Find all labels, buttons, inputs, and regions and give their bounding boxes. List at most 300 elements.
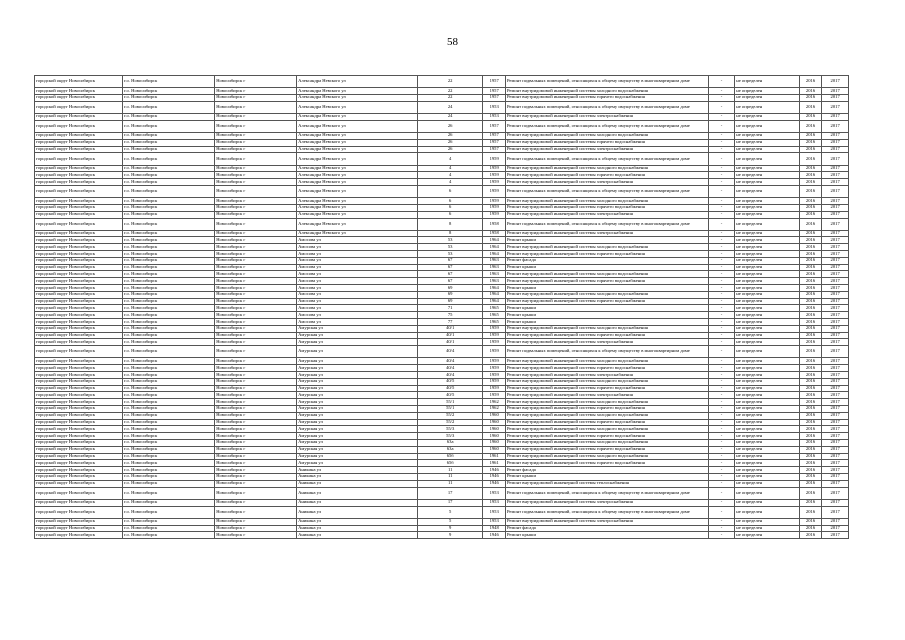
cell-district: г.о. Новосибирск bbox=[123, 285, 215, 292]
cell-district: г.о. Новосибирск bbox=[123, 433, 215, 440]
cell-work-type: Ремонт подвальных помещений, относящихся к общему имуществу в многоквартирном доме bbox=[505, 153, 708, 165]
cell-dash: - bbox=[708, 372, 735, 379]
cell-municipality: городской округ Новосибирск bbox=[35, 433, 123, 440]
cell-district: г.о. Новосибирск bbox=[123, 319, 215, 326]
cell-status: не определен bbox=[735, 237, 800, 244]
cell-status: не определен bbox=[735, 139, 800, 146]
cell-district: г.о. Новосибирск bbox=[123, 291, 215, 298]
cell-municipality: городской округ Новосибирск bbox=[35, 525, 123, 532]
cell-work-type: Ремонт фасада bbox=[505, 525, 708, 532]
cell-work-type: Ремонт внутридомовой инженерной системы электроснабжения bbox=[505, 113, 708, 120]
cell-status: не определен bbox=[735, 473, 800, 480]
cell-municipality: городской округ Новосибирск bbox=[35, 385, 123, 392]
cell-dash: - bbox=[708, 94, 735, 101]
cell-municipality: городской округ Новосибирск bbox=[35, 76, 123, 88]
cell-dash: - bbox=[708, 120, 735, 132]
cell-house-number: 67 bbox=[417, 278, 483, 285]
cell-end-year: 2017 bbox=[822, 120, 849, 132]
cell-start-year: 2016 bbox=[799, 120, 822, 132]
cell-build-year: 1964 bbox=[483, 237, 506, 244]
cell-build-year: 1959 bbox=[483, 185, 506, 197]
cell-street: Александра Невского ул bbox=[297, 132, 418, 139]
cell-build-year: 1957 bbox=[483, 94, 506, 101]
cell-end-year: 2017 bbox=[822, 487, 849, 499]
cell-status: не определен bbox=[735, 339, 800, 346]
cell-end-year: 2017 bbox=[822, 525, 849, 532]
cell-work-type: Ремонт внутридомовой инженерной системы электроснабжения bbox=[505, 146, 708, 153]
table-row bbox=[35, 426, 849, 433]
cell-end-year: 2017 bbox=[822, 392, 849, 399]
cell-dash: - bbox=[708, 487, 735, 499]
cell-dash: - bbox=[708, 251, 735, 258]
cell-build-year: 1957 bbox=[483, 120, 506, 132]
cell-end-year: 2017 bbox=[822, 113, 849, 120]
cell-district: г.о. Новосибирск bbox=[123, 172, 215, 179]
cell-city: Новосибирск г bbox=[215, 480, 297, 487]
cell-end-year: 2017 bbox=[822, 346, 849, 358]
cell-district: г.о. Новосибирск bbox=[123, 419, 215, 426]
cell-dash: - bbox=[708, 339, 735, 346]
cell-work-type: Ремонт внутридомовой инженерной системы горячего водоснабжения bbox=[505, 446, 708, 453]
cell-status: не определен bbox=[735, 467, 800, 474]
cell-city: Новосибирск г bbox=[215, 88, 297, 95]
cell-house-number: 26 bbox=[417, 139, 483, 146]
cell-city: Новосибирск г bbox=[215, 76, 297, 88]
table-row bbox=[35, 372, 849, 379]
cell-start-year: 2016 bbox=[799, 499, 822, 506]
cell-start-year: 2016 bbox=[799, 312, 822, 319]
cell-start-year: 2016 bbox=[799, 406, 822, 413]
cell-municipality: городской округ Новосибирск bbox=[35, 419, 123, 426]
cell-end-year: 2017 bbox=[822, 257, 849, 264]
cell-end-year: 2017 bbox=[822, 358, 849, 365]
cell-status: не определен bbox=[735, 433, 800, 440]
cell-work-type: Ремонт внутридомовой инженерной системы горячего водоснабжения bbox=[505, 406, 708, 413]
cell-build-year: 1958 bbox=[483, 230, 506, 237]
cell-district: г.о. Новосибирск bbox=[123, 211, 215, 218]
cell-start-year: 2016 bbox=[799, 153, 822, 165]
table-row bbox=[35, 132, 849, 139]
cell-start-year: 2016 bbox=[799, 230, 822, 237]
table-row bbox=[35, 172, 849, 179]
table-row bbox=[35, 139, 849, 146]
cell-house-number: 55/1 bbox=[417, 399, 483, 406]
table-row bbox=[35, 433, 849, 440]
cell-city: Новосибирск г bbox=[215, 251, 297, 258]
table-row bbox=[35, 480, 849, 487]
cell-city: Новосибирск г bbox=[215, 172, 297, 179]
cell-dash: - bbox=[708, 172, 735, 179]
cell-dash: - bbox=[708, 346, 735, 358]
table-row bbox=[35, 392, 849, 399]
cell-end-year: 2017 bbox=[822, 312, 849, 319]
cell-dash: - bbox=[708, 419, 735, 426]
cell-end-year: 2017 bbox=[822, 264, 849, 271]
cell-house-number: 6 bbox=[417, 204, 483, 211]
cell-start-year: 2016 bbox=[799, 198, 822, 205]
cell-status: не определен bbox=[735, 346, 800, 358]
cell-street: Амосова ул bbox=[297, 291, 418, 298]
cell-work-type: Ремонт крыши bbox=[505, 473, 708, 480]
cell-dash: - bbox=[708, 211, 735, 218]
cell-build-year: 1964 bbox=[483, 285, 506, 292]
cell-municipality: городской округ Новосибирск bbox=[35, 406, 123, 413]
cell-dash: - bbox=[708, 532, 735, 539]
cell-status: не определен bbox=[735, 305, 800, 312]
cell-work-type: Ремонт подвальных помещений, относящихся к общему имуществу в многоквартирном доме bbox=[505, 218, 708, 230]
cell-city: Новосибирск г bbox=[215, 198, 297, 205]
cell-house-number: 40/1 bbox=[417, 332, 483, 339]
cell-dash: - bbox=[708, 392, 735, 399]
cell-end-year: 2017 bbox=[822, 251, 849, 258]
cell-work-type: Ремонт внутридомовой инженерной системы горячего водоснабжения bbox=[505, 365, 708, 372]
cell-status: не определен bbox=[735, 378, 800, 385]
cell-street: Амурская ул bbox=[297, 426, 418, 433]
cell-house-number: 71 bbox=[417, 305, 483, 312]
cell-dash: - bbox=[708, 460, 735, 467]
cell-city: Новосибирск г bbox=[215, 185, 297, 197]
cell-municipality: городской округ Новосибирск bbox=[35, 399, 123, 406]
table-row bbox=[35, 271, 849, 278]
table-row bbox=[35, 358, 849, 365]
cell-work-type: Ремонт внутридомовой инженерной системы холодного водоснабжения bbox=[505, 426, 708, 433]
cell-dash: - bbox=[708, 113, 735, 120]
cell-work-type: Ремонт внутридомовой инженерной системы холодного водоснабжения bbox=[505, 165, 708, 172]
cell-city: Новосибирск г bbox=[215, 264, 297, 271]
cell-house-number: 55/2 bbox=[417, 419, 483, 426]
cell-city: Новосибирск г bbox=[215, 237, 297, 244]
cell-build-year: 1959 bbox=[483, 211, 506, 218]
cell-build-year: 1964 bbox=[483, 291, 506, 298]
cell-dash: - bbox=[708, 101, 735, 113]
cell-end-year: 2017 bbox=[822, 88, 849, 95]
cell-municipality: городской округ Новосибирск bbox=[35, 339, 123, 346]
table-row bbox=[35, 446, 849, 453]
cell-street: Александра Невского ул bbox=[297, 211, 418, 218]
cell-start-year: 2016 bbox=[799, 339, 822, 346]
cell-district: г.о. Новосибирск bbox=[123, 251, 215, 258]
cell-work-type: Ремонт внутридомовой инженерной системы холодного водоснабжения bbox=[505, 439, 708, 446]
cell-start-year: 2016 bbox=[799, 139, 822, 146]
cell-work-type: Ремонт фасада bbox=[505, 257, 708, 264]
cell-start-year: 2016 bbox=[799, 94, 822, 101]
cell-street: Амурская ул bbox=[297, 339, 418, 346]
cell-city: Новосибирск г bbox=[215, 325, 297, 332]
cell-street: Александра Невского ул bbox=[297, 94, 418, 101]
cell-street: Александра Невского ул bbox=[297, 88, 418, 95]
cell-municipality: городской округ Новосибирск bbox=[35, 204, 123, 211]
cell-district: г.о. Новосибирск bbox=[123, 392, 215, 399]
cell-city: Новосибирск г bbox=[215, 467, 297, 474]
cell-build-year: 1960 bbox=[483, 439, 506, 446]
cell-municipality: городской округ Новосибирск bbox=[35, 358, 123, 365]
cell-status: не определен bbox=[735, 453, 800, 460]
cell-work-type: Ремонт внутридомовой инженерной системы горячего водоснабжения bbox=[505, 94, 708, 101]
cell-build-year: 1946 bbox=[483, 473, 506, 480]
cell-build-year: 1957 bbox=[483, 88, 506, 95]
capital-repair-table bbox=[34, 75, 849, 539]
page-number: 58 bbox=[447, 36, 458, 48]
cell-start-year: 2016 bbox=[799, 525, 822, 532]
cell-municipality: городской округ Новосибирск bbox=[35, 94, 123, 101]
cell-house-number: 40/4 bbox=[417, 346, 483, 358]
cell-status: не определен bbox=[735, 101, 800, 113]
cell-municipality: городской округ Новосибирск bbox=[35, 113, 123, 120]
cell-city: Новосибирск г bbox=[215, 346, 297, 358]
cell-start-year: 2016 bbox=[799, 487, 822, 499]
cell-dash: - bbox=[708, 406, 735, 413]
cell-work-type: Ремонт внутридомовой инженерной системы электроснабжения bbox=[505, 339, 708, 346]
cell-dash: - bbox=[708, 244, 735, 251]
cell-work-type: Ремонт внутридомовой инженерной системы горячего водоснабжения bbox=[505, 172, 708, 179]
cell-street: Александра Невского ул bbox=[297, 101, 418, 113]
cell-start-year: 2016 bbox=[799, 392, 822, 399]
cell-municipality: городской округ Новосибирск bbox=[35, 378, 123, 385]
cell-dash: - bbox=[708, 285, 735, 292]
cell-status: не определен bbox=[735, 153, 800, 165]
cell-house-number: 40/4 bbox=[417, 372, 483, 379]
cell-status: не определен bbox=[735, 480, 800, 487]
cell-work-type: Ремонт внутридомовой инженерной системы электроснабжения bbox=[505, 179, 708, 186]
cell-city: Новосибирск г bbox=[215, 285, 297, 292]
cell-house-number: 75 bbox=[417, 312, 483, 319]
cell-house-number: 40/5 bbox=[417, 392, 483, 399]
cell-dash: - bbox=[708, 412, 735, 419]
cell-street: Амосова ул bbox=[297, 305, 418, 312]
cell-street: Александра Невского ул bbox=[297, 230, 418, 237]
cell-dash: - bbox=[708, 518, 735, 525]
table-row bbox=[35, 312, 849, 319]
cell-build-year: 1959 bbox=[483, 339, 506, 346]
cell-dash: - bbox=[708, 278, 735, 285]
cell-municipality: городской округ Новосибирск bbox=[35, 165, 123, 172]
cell-municipality: городской округ Новосибирск bbox=[35, 312, 123, 319]
cell-status: не определен bbox=[735, 211, 800, 218]
cell-district: г.о. Новосибирск bbox=[123, 120, 215, 132]
cell-start-year: 2016 bbox=[799, 453, 822, 460]
cell-house-number: 4 bbox=[417, 179, 483, 186]
cell-house-number: 6 bbox=[417, 185, 483, 197]
cell-house-number: 6 bbox=[417, 211, 483, 218]
cell-street: Амурская ул bbox=[297, 325, 418, 332]
cell-end-year: 2017 bbox=[822, 365, 849, 372]
cell-build-year: 1960 bbox=[483, 426, 506, 433]
cell-house-number: 55/3 bbox=[417, 426, 483, 433]
cell-start-year: 2016 bbox=[799, 278, 822, 285]
cell-start-year: 2016 bbox=[799, 204, 822, 211]
cell-municipality: городской округ Новосибирск bbox=[35, 319, 123, 326]
cell-work-type: Ремонт внутридомовой инженерной системы электроснабжения bbox=[505, 211, 708, 218]
cell-build-year: 1965 bbox=[483, 312, 506, 319]
cell-status: не определен bbox=[735, 439, 800, 446]
cell-municipality: городской округ Новосибирск bbox=[35, 439, 123, 446]
cell-municipality: городской округ Новосибирск bbox=[35, 153, 123, 165]
cell-dash: - bbox=[708, 185, 735, 197]
table-row bbox=[35, 406, 849, 413]
cell-house-number: 22 bbox=[417, 94, 483, 101]
cell-build-year: 1948 bbox=[483, 525, 506, 532]
cell-start-year: 2016 bbox=[799, 113, 822, 120]
cell-municipality: городской округ Новосибирск bbox=[35, 179, 123, 186]
cell-city: Новосибирск г bbox=[215, 278, 297, 285]
cell-status: не определен bbox=[735, 94, 800, 101]
cell-dash: - bbox=[708, 453, 735, 460]
cell-status: не определен bbox=[735, 204, 800, 211]
cell-start-year: 2016 bbox=[799, 346, 822, 358]
cell-work-type: Ремонт внутридомовой инженерной системы холодного водоснабжения bbox=[505, 132, 708, 139]
cell-city: Новосибирск г bbox=[215, 211, 297, 218]
cell-house-number: 8 bbox=[417, 218, 483, 230]
table-row bbox=[35, 76, 849, 88]
cell-district: г.о. Новосибирск bbox=[123, 439, 215, 446]
cell-end-year: 2017 bbox=[822, 305, 849, 312]
cell-house-number: 26 bbox=[417, 146, 483, 153]
cell-dash: - bbox=[708, 88, 735, 95]
cell-district: г.о. Новосибирск bbox=[123, 532, 215, 539]
cell-district: г.о. Новосибирск bbox=[123, 132, 215, 139]
cell-build-year: 1962 bbox=[483, 406, 506, 413]
cell-end-year: 2017 bbox=[822, 532, 849, 539]
cell-district: г.о. Новосибирск bbox=[123, 244, 215, 251]
cell-municipality: городской округ Новосибирск bbox=[35, 298, 123, 305]
cell-municipality: городской округ Новосибирск bbox=[35, 218, 123, 230]
cell-street: Александра Невского ул bbox=[297, 179, 418, 186]
cell-dash: - bbox=[708, 399, 735, 406]
table-row bbox=[35, 291, 849, 298]
cell-work-type: Ремонт крыши bbox=[505, 305, 708, 312]
cell-dash: - bbox=[708, 291, 735, 298]
cell-start-year: 2016 bbox=[799, 325, 822, 332]
cell-city: Новосибирск г bbox=[215, 319, 297, 326]
cell-start-year: 2016 bbox=[799, 473, 822, 480]
cell-end-year: 2017 bbox=[822, 101, 849, 113]
cell-work-type: Ремонт внутридомовой инженерной системы холодного водоснабжения bbox=[505, 291, 708, 298]
cell-status: не определен bbox=[735, 244, 800, 251]
cell-start-year: 2016 bbox=[799, 211, 822, 218]
cell-build-year: 1961 bbox=[483, 460, 506, 467]
cell-work-type: Ремонт внутридомовой инженерной системы холодного водоснабжения bbox=[505, 399, 708, 406]
cell-end-year: 2017 bbox=[822, 94, 849, 101]
cell-street: Амурская ул bbox=[297, 365, 418, 372]
cell-municipality: городской округ Новосибирск bbox=[35, 285, 123, 292]
cell-street: Амосова ул bbox=[297, 312, 418, 319]
cell-district: г.о. Новосибирск bbox=[123, 499, 215, 506]
cell-district: г.о. Новосибирск bbox=[123, 460, 215, 467]
cell-end-year: 2017 bbox=[822, 433, 849, 440]
table-row bbox=[35, 211, 849, 218]
cell-dash: - bbox=[708, 332, 735, 339]
cell-end-year: 2017 bbox=[822, 419, 849, 426]
table-row bbox=[35, 532, 849, 539]
cell-house-number: 17 bbox=[417, 487, 483, 499]
cell-street: Александра Невского ул bbox=[297, 113, 418, 120]
cell-street: Амурская ул bbox=[297, 399, 418, 406]
table-row bbox=[35, 146, 849, 153]
cell-status: не определен bbox=[735, 365, 800, 372]
cell-city: Новосибирск г bbox=[215, 406, 297, 413]
cell-build-year: 1959 bbox=[483, 346, 506, 358]
table-row bbox=[35, 378, 849, 385]
cell-municipality: городской округ Новосибирск bbox=[35, 244, 123, 251]
cell-status: не определен bbox=[735, 325, 800, 332]
cell-start-year: 2016 bbox=[799, 218, 822, 230]
cell-house-number: 9 bbox=[417, 525, 483, 532]
cell-district: г.о. Новосибирск bbox=[123, 426, 215, 433]
cell-street: Амурская ул bbox=[297, 385, 418, 392]
cell-build-year: 1959 bbox=[483, 365, 506, 372]
cell-district: г.о. Новосибирск bbox=[123, 412, 215, 419]
cell-start-year: 2016 bbox=[799, 179, 822, 186]
cell-end-year: 2017 bbox=[822, 446, 849, 453]
cell-district: г.о. Новосибирск bbox=[123, 113, 215, 120]
cell-end-year: 2017 bbox=[822, 153, 849, 165]
cell-municipality: городской округ Новосибирск bbox=[35, 305, 123, 312]
cell-build-year: 1957 bbox=[483, 76, 506, 88]
cell-dash: - bbox=[708, 139, 735, 146]
cell-status: не определен bbox=[735, 518, 800, 525]
table-row bbox=[35, 278, 849, 285]
cell-municipality: городской округ Новосибирск bbox=[35, 120, 123, 132]
table-row bbox=[35, 325, 849, 332]
cell-street: Амосова ул bbox=[297, 264, 418, 271]
cell-district: г.о. Новосибирск bbox=[123, 399, 215, 406]
cell-work-type: Ремонт внутридомовой инженерной системы холодного водоснабжения bbox=[505, 244, 708, 251]
cell-work-type: Ремонт внутридомовой инженерной системы холодного водоснабжения bbox=[505, 453, 708, 460]
cell-district: г.о. Новосибирск bbox=[123, 312, 215, 319]
cell-end-year: 2017 bbox=[822, 291, 849, 298]
cell-city: Новосибирск г bbox=[215, 499, 297, 506]
cell-city: Новосибирск г bbox=[215, 244, 297, 251]
cell-street: Амурская ул bbox=[297, 439, 418, 446]
cell-municipality: городской округ Новосибирск bbox=[35, 271, 123, 278]
table-body bbox=[35, 76, 849, 539]
cell-status: не определен bbox=[735, 399, 800, 406]
table-row bbox=[35, 230, 849, 237]
cell-status: не определен bbox=[735, 146, 800, 153]
table-row bbox=[35, 251, 849, 258]
cell-street: Аникина ул bbox=[297, 518, 418, 525]
cell-dash: - bbox=[708, 433, 735, 440]
cell-status: не определен bbox=[735, 358, 800, 365]
cell-status: не определен bbox=[735, 278, 800, 285]
cell-street: Амурская ул bbox=[297, 453, 418, 460]
cell-build-year: 1959 bbox=[483, 179, 506, 186]
cell-district: г.о. Новосибирск bbox=[123, 339, 215, 346]
cell-house-number: 53 bbox=[417, 244, 483, 251]
cell-build-year: 1953 bbox=[483, 113, 506, 120]
cell-end-year: 2017 bbox=[822, 146, 849, 153]
cell-house-number: 69 bbox=[417, 291, 483, 298]
cell-start-year: 2016 bbox=[799, 244, 822, 251]
cell-build-year: 1959 bbox=[483, 172, 506, 179]
cell-district: г.о. Новосибирск bbox=[123, 473, 215, 480]
cell-district: г.о. Новосибирск bbox=[123, 525, 215, 532]
cell-status: не определен bbox=[735, 271, 800, 278]
table-row bbox=[35, 467, 849, 474]
cell-city: Новосибирск г bbox=[215, 518, 297, 525]
cell-district: г.о. Новосибирск bbox=[123, 198, 215, 205]
cell-status: не определен bbox=[735, 291, 800, 298]
cell-end-year: 2017 bbox=[822, 285, 849, 292]
cell-start-year: 2016 bbox=[799, 257, 822, 264]
cell-district: г.о. Новосибирск bbox=[123, 264, 215, 271]
cell-district: г.о. Новосибирск bbox=[123, 298, 215, 305]
cell-street: Александра Невского ул bbox=[297, 165, 418, 172]
cell-start-year: 2016 bbox=[799, 439, 822, 446]
cell-house-number: 22 bbox=[417, 88, 483, 95]
cell-status: не определен bbox=[735, 392, 800, 399]
cell-dash: - bbox=[708, 298, 735, 305]
